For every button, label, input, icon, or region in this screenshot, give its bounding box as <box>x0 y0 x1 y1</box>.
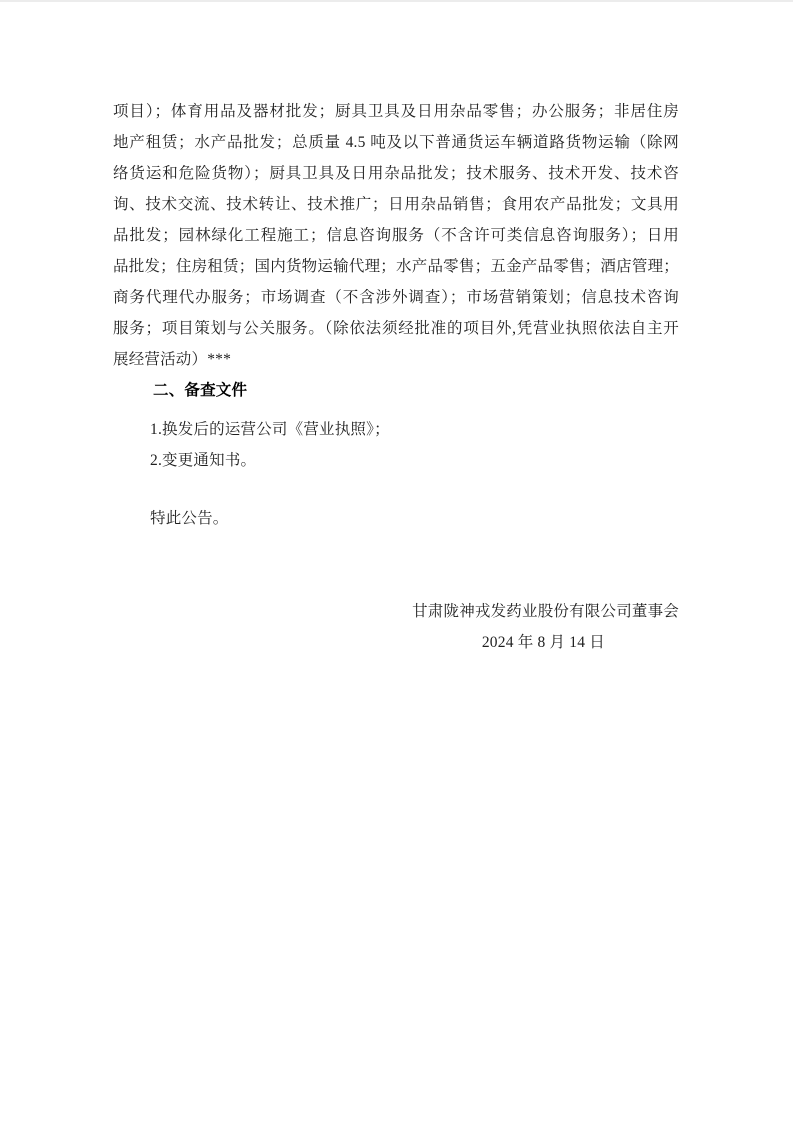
page-top-edge-divider <box>0 0 793 2</box>
closing-statement: 特此公告。 <box>150 510 229 527</box>
body-line: 地产租赁；水产品批发；总质量 4.5 吨及以下普通货运车辆道路货物运输（除网 <box>113 134 679 151</box>
body-line: 服务；项目策划与公关服务。（除依法须经批准的项目外,凭营业执照依法自主开 <box>113 320 679 337</box>
section-heading-reference-documents: 二、备查文件 <box>153 382 248 399</box>
body-line: 展经营活动）*** <box>113 351 232 368</box>
list-item-business-license: 1.换发后的运营公司《营业执照》； <box>150 421 390 438</box>
body-line: 询、技术交流、技术转让、技术推广；日用杂品销售；食用农产品批发；文具用 <box>113 196 679 213</box>
document-content <box>113 96 679 658</box>
signature-company-board: 甘肃陇神戎发药业股份有限公司董事会 <box>412 603 679 620</box>
body-line: 品批发；园林绿化工程施工；信息咨询服务（不含许可类信息咨询服务）；日用 <box>113 227 679 244</box>
announcement-date: 2024 年 8 月 14 日 <box>481 634 605 651</box>
body-line: 品批发；住房租赁；国内货物运输代理；水产品零售；五金产品零售；酒店管理； <box>113 258 679 275</box>
body-line: 络货运和危险货物）；厨具卫具及日用杂品批发；技术服务、技术开发、技术咨 <box>113 165 679 182</box>
list-item-change-notice: 2.变更通知书。 <box>150 452 257 469</box>
body-line: 项目）；体育用品及器材批发；厨具卫具及日用杂品零售；办公服务；非居住房 <box>113 103 679 120</box>
body-line: 商务代理代办服务；市场调查（不含涉外调查）；市场营销策划；信息技术咨询 <box>113 289 679 306</box>
